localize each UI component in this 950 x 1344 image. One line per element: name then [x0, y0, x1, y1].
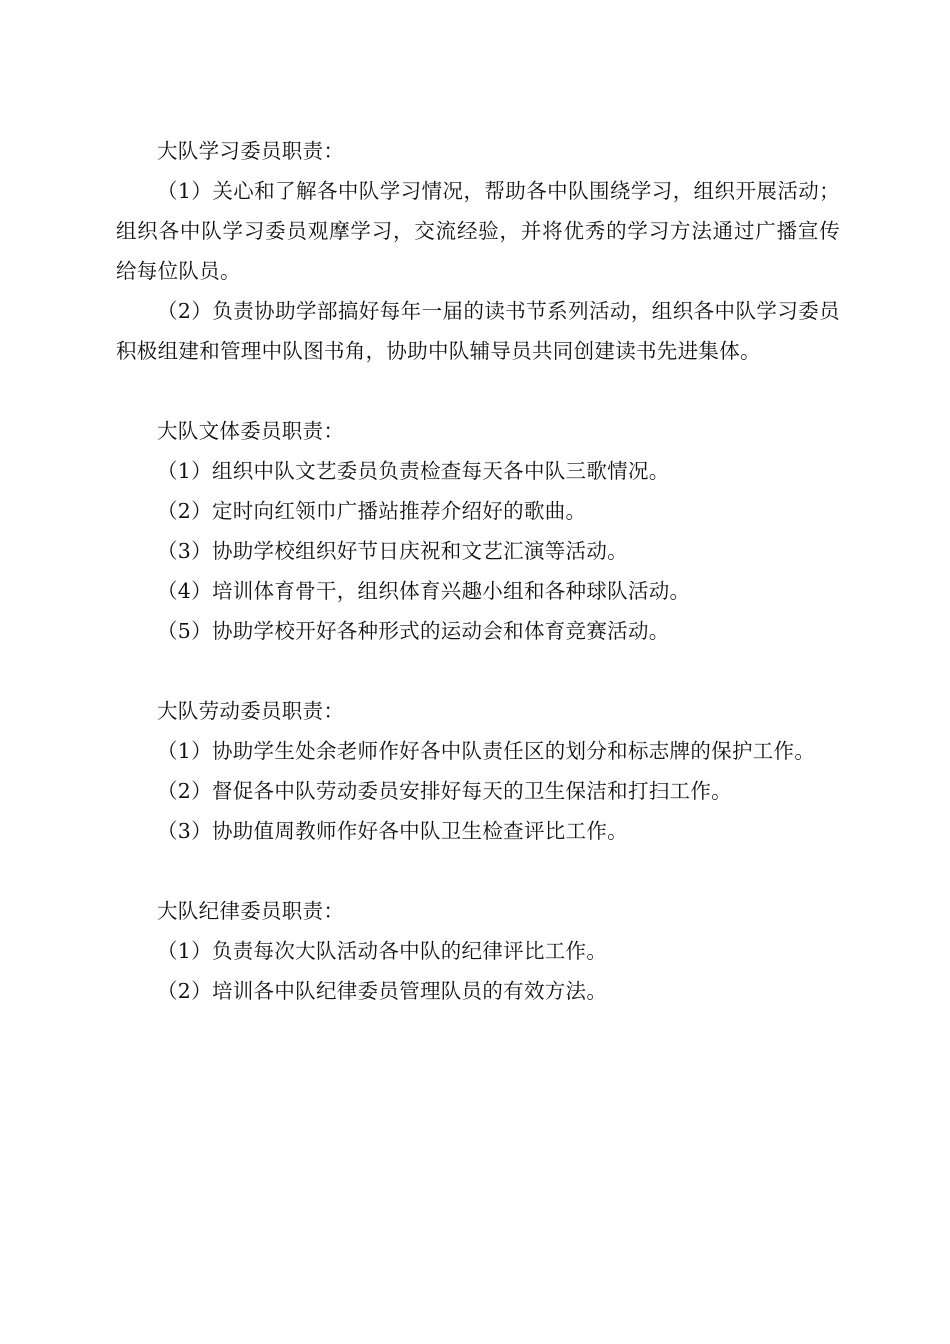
section-study-committee	[116, 131, 840, 371]
section-heading: 大队文体委员职责：	[157, 419, 345, 443]
section-heading: 大队纪律委员职责：	[157, 899, 345, 923]
duty-item: （3）协助学校组织好节日庆祝和文艺汇演等活动。	[157, 539, 628, 563]
duty-item: （5）协助学校开好各种形式的运动会和体育竞赛活动。	[157, 619, 670, 643]
section-heading: 大队学习委员职责：	[157, 139, 345, 163]
duty-item: （1）关心和了解各中队学习情况，帮助各中队围绕学习，组织开展活动；组织各中队学习委员观摩学习，交流经验，并将优秀的学习方法通过广播宣传给每位队员。	[116, 179, 840, 283]
duty-item: （3）协助值周教师作好各中队卫生检查评比工作。	[157, 819, 628, 843]
document-body	[116, 131, 840, 1051]
duty-item: （1）组织中队文艺委员负责检查每天各中队三歌情况。	[157, 459, 670, 483]
section-heading: 大队劳动委员职责：	[157, 699, 345, 723]
duty-item: （2）培训各中队纪律委员管理队员的有效方法。	[157, 979, 608, 1003]
section-discipline-committee	[116, 891, 840, 1011]
duty-item: （2）督促各中队劳动委员安排好每天的卫生保洁和打扫工作。	[157, 779, 732, 803]
duty-item: （2）定时向红领巾广播站推荐介绍好的歌曲。	[157, 499, 587, 523]
duty-item: （4）培训体育骨干，组织体育兴趣小组和各种球队活动。	[157, 579, 691, 603]
section-labor-committee	[116, 691, 840, 851]
duty-item: （2）负责协助学部搞好每年一届的读书节系列活动，组织各中队学习委员积极组建和管理中队图书角，协助中队辅导员共同创建读书先进集体。	[116, 299, 840, 363]
section-arts-sports-committee	[116, 411, 840, 651]
duty-item: （1）负责每次大队活动各中队的纪律评比工作。	[157, 939, 608, 963]
duty-item: （1）协助学生处余老师作好各中队责任区的划分和标志牌的保护工作。	[157, 739, 816, 763]
